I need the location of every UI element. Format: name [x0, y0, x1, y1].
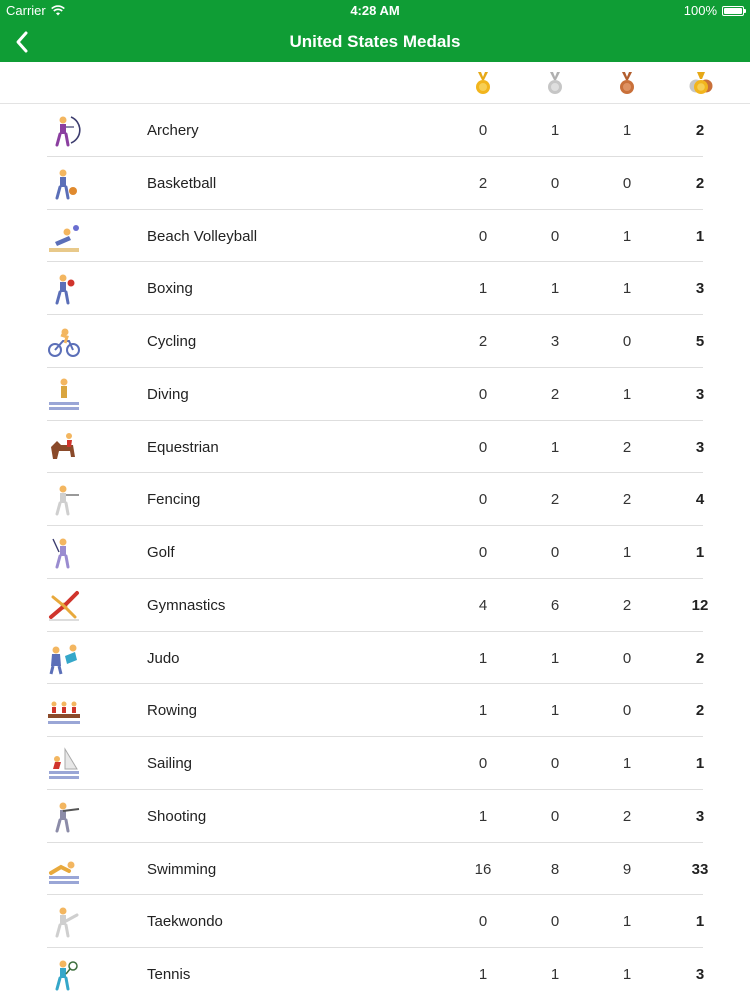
gymnastics-icon	[47, 589, 81, 623]
total-medals-icon	[688, 72, 714, 96]
table-row-shooting[interactable]	[0, 790, 750, 843]
sport-name: Sailing	[147, 755, 193, 772]
gold-count: 16	[474, 860, 492, 878]
status-time: 4:28 AM	[350, 3, 400, 18]
silver-count: 3	[550, 333, 560, 350]
silver-count: 1	[550, 122, 560, 139]
bronze-count: 1	[622, 227, 632, 245]
bronze-count: 1	[622, 544, 632, 561]
bronze-count: 1	[622, 913, 632, 931]
sport-name: Judo	[147, 649, 180, 667]
sport-name: Cycling	[147, 333, 197, 350]
table-row-golf[interactable]	[0, 526, 750, 579]
table-row-judo[interactable]	[0, 632, 750, 685]
bronze-count: 1	[622, 122, 632, 139]
total-count: 3	[695, 280, 705, 298]
table-row-tennis[interactable]	[0, 948, 750, 1000]
table-row-taekwondo[interactable]	[0, 895, 750, 948]
basketball-icon	[47, 167, 81, 201]
sport-name: Equestrian	[147, 438, 219, 456]
beach-volleyball-icon	[47, 220, 81, 254]
silver-count: 1	[550, 280, 560, 298]
table-row-basketball[interactable]	[0, 157, 750, 210]
sport-name: Shooting	[147, 807, 207, 825]
sport-name: Gymnastics	[147, 596, 226, 614]
silver-count: 0	[550, 544, 560, 561]
bronze-count: 1	[622, 280, 632, 298]
sport-name: Rowing	[147, 702, 198, 720]
silver-count: 0	[550, 174, 560, 192]
gold-count: 0	[478, 122, 488, 139]
gold-count: 0	[478, 227, 488, 245]
gold-count: 1	[478, 966, 488, 983]
sport-name: Tennis	[147, 966, 191, 983]
gold-count: 0	[478, 491, 488, 509]
taekwondo-icon	[47, 905, 81, 939]
gold-count: 0	[478, 913, 488, 931]
total-count: 12	[691, 596, 709, 614]
bronze-count: 2	[622, 491, 632, 509]
bronze-count: 2	[622, 596, 632, 614]
gold-count: 0	[478, 438, 488, 456]
swimming-icon	[47, 853, 81, 887]
table-row-diving[interactable]	[0, 368, 750, 421]
sport-name: Boxing	[147, 280, 193, 298]
total-count: 1	[695, 227, 705, 245]
total-count: 4	[695, 491, 705, 509]
judo-icon	[47, 642, 81, 676]
battery-percent: 100%	[683, 3, 717, 18]
table-row-rowing[interactable]	[0, 684, 750, 737]
gold-count: 1	[478, 280, 488, 298]
gold-count: 0	[478, 385, 488, 403]
table-row-fencing[interactable]	[0, 473, 750, 526]
gold-count: 2	[478, 333, 488, 350]
bronze-count: 2	[622, 438, 632, 456]
table-row-equestrian[interactable]	[0, 421, 750, 474]
gold-count: 1	[478, 649, 488, 667]
silver-count: 1	[550, 966, 560, 983]
silver-count: 1	[550, 649, 560, 667]
shooting-icon	[47, 800, 81, 834]
silver-count: 0	[550, 913, 560, 931]
sport-name: Archery	[147, 122, 199, 139]
battery-indicator	[684, 3, 744, 18]
silver-count: 1	[550, 438, 560, 456]
total-count: 33	[691, 860, 709, 878]
gold-count: 4	[478, 596, 488, 614]
bronze-count: 1	[622, 385, 632, 403]
total-count: 1	[695, 913, 705, 931]
total-count: 3	[695, 385, 705, 403]
gold-count: 0	[478, 544, 488, 561]
table-row-swimming[interactable]	[0, 843, 750, 896]
tennis-icon	[47, 958, 81, 992]
silver-medal-icon	[544, 72, 566, 96]
gold-medal-icon	[472, 72, 494, 96]
table-row-gymnastics[interactable]	[0, 579, 750, 632]
gold-count: 1	[478, 807, 488, 825]
total-count: 1	[695, 755, 705, 772]
sport-name: Fencing	[147, 491, 201, 509]
sport-name: Taekwondo	[147, 913, 223, 931]
table-row-boxing[interactable]	[0, 262, 750, 315]
gold-count: 0	[478, 755, 488, 772]
gold-count: 1	[478, 702, 488, 720]
medal-column-header	[0, 62, 750, 104]
fencing-icon	[47, 483, 81, 517]
sport-name: Diving	[147, 385, 189, 403]
top-bar	[0, 0, 750, 62]
total-count: 2	[695, 649, 705, 667]
rowing-icon	[47, 694, 81, 728]
cycling-icon	[47, 325, 81, 359]
total-count: 2	[695, 122, 705, 139]
total-count: 2	[695, 174, 705, 192]
table-row-cycling[interactable]	[0, 315, 750, 368]
sport-name: Beach Volleyball	[147, 227, 258, 245]
total-count: 5	[695, 333, 705, 350]
diving-icon	[47, 378, 81, 412]
battery-icon	[722, 6, 744, 16]
silver-count: 0	[550, 227, 560, 245]
bronze-count: 2	[622, 807, 632, 825]
navigation-bar	[0, 22, 750, 62]
sport-name: Golf	[147, 544, 175, 561]
archery-icon	[47, 114, 81, 148]
gold-count: 2	[478, 174, 488, 192]
silver-count: 2	[550, 385, 560, 403]
status-bar	[0, 0, 750, 22]
bronze-count: 1	[622, 966, 632, 983]
silver-count: 2	[550, 491, 560, 509]
sport-name: Swimming	[147, 860, 217, 878]
total-count: 2	[695, 702, 705, 720]
page-title: United States Medals	[289, 32, 461, 51]
total-count: 3	[695, 438, 705, 456]
table-row-beach-volleyball[interactable]	[0, 210, 750, 263]
table-row-sailing[interactable]	[0, 737, 750, 790]
silver-count: 0	[550, 755, 560, 772]
sailing-icon	[47, 747, 81, 781]
bronze-count: 0	[622, 333, 632, 350]
sport-name: Basketball	[147, 174, 217, 192]
medal-table	[0, 104, 750, 1000]
total-count: 3	[695, 966, 705, 983]
bronze-count: 0	[622, 702, 632, 720]
carrier-label: Carrier	[6, 3, 46, 18]
bronze-count: 0	[622, 649, 632, 667]
bronze-medal-icon	[616, 72, 638, 96]
golf-icon	[47, 536, 81, 570]
bronze-count: 0	[622, 174, 632, 192]
silver-count: 0	[550, 807, 560, 825]
bronze-count: 9	[622, 860, 632, 878]
boxing-icon	[47, 272, 81, 306]
silver-count: 6	[550, 596, 560, 614]
equestrian-icon	[47, 431, 81, 465]
silver-count: 8	[550, 860, 560, 878]
total-count: 3	[695, 807, 705, 825]
silver-count: 1	[550, 702, 560, 720]
table-row-archery[interactable]	[0, 104, 750, 157]
total-count: 1	[695, 544, 705, 561]
bronze-count: 1	[622, 755, 632, 772]
